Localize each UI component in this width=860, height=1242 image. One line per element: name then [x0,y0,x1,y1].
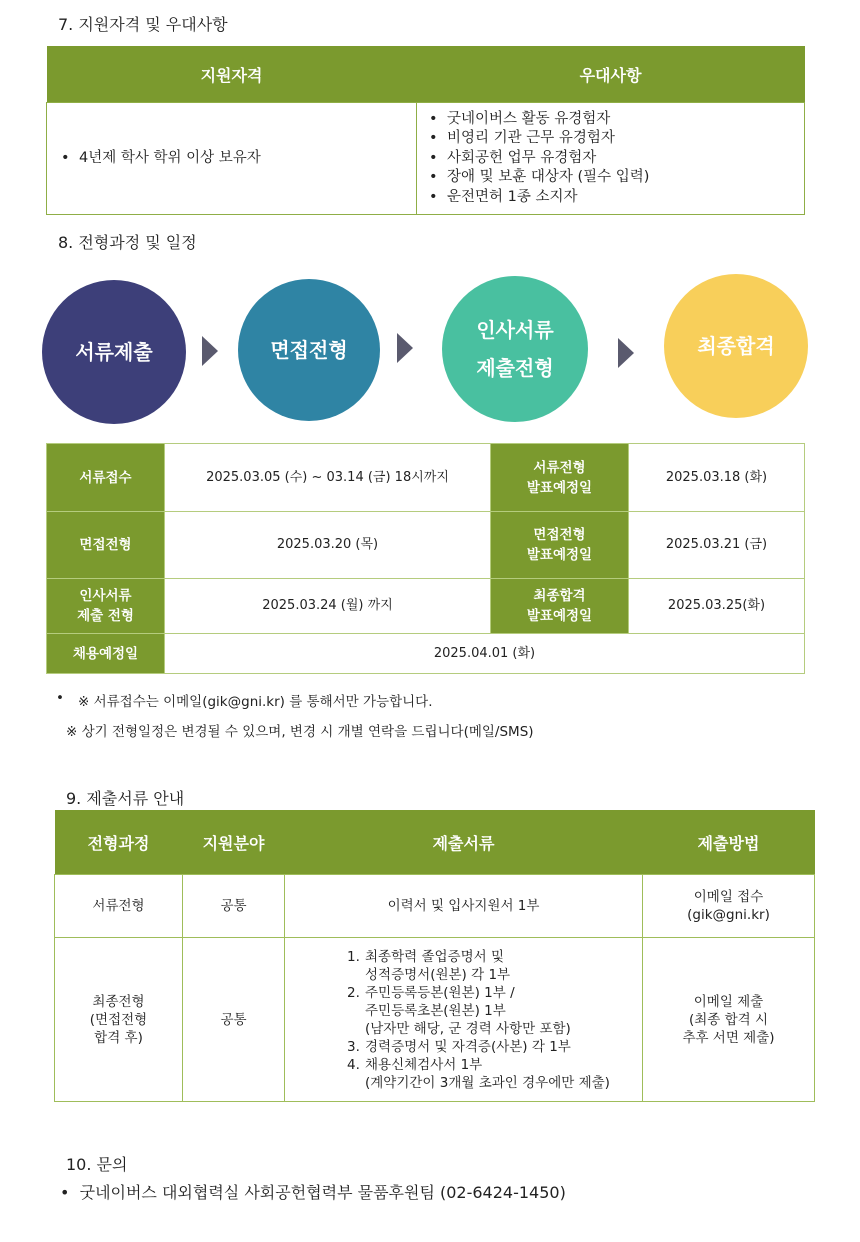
doc-item [347,984,642,1038]
contact-info [60,1180,566,1203]
schedule-label: 서류접수 [47,444,165,512]
schedule-label-line2: 제출 전형 [77,608,134,624]
schedule-label: 면접전형 [47,512,165,579]
section8-title: 8. 전형과정 및 일정 [58,233,197,252]
step-arrow-icon [202,336,218,366]
note-bullet: • [56,690,64,706]
header-field: 지원분야 [183,810,285,875]
header-method: 제출방법 [643,810,815,875]
schedule-label [491,444,629,512]
qualification-cell [47,103,417,215]
stage-line3: 합격 후) [94,1029,143,1046]
schedule-value: 2025.03.21 (금) [629,512,805,579]
header-docs: 제출서류 [285,810,643,875]
row1-docs: 이력서 및 입사지원서 1부 [285,875,643,938]
preference-item: • 사회공헌 업무 유경험자 [423,149,804,169]
schedule-label-line2: 발표예정일 [526,479,593,496]
schedule-label [491,512,629,579]
schedule-label-line1: 서류전형 [533,459,586,476]
method-line2: (최종 합격 시 [688,1011,769,1028]
schedule-label-line2: 발표예정일 [526,608,593,624]
qualification-header: 지원자격 [47,46,417,103]
doc-item [347,948,642,984]
doc-number: 3. [347,1038,360,1055]
header-stage: 전형과정 [55,810,183,875]
schedule-value: 2025.03.24 (월) 까지 [165,579,491,634]
note-email: ※ 서류접수는 이메일(gik@gni.kr) 를 통해서만 가능합니다. [78,694,433,710]
step-arrow-icon [618,338,634,368]
method-line1: 이메일 접수 [693,889,764,905]
schedule-label-line1: 최종합격 [533,588,586,604]
qualification-table [46,46,805,215]
doc-item [347,1038,642,1056]
stage-line2: (면접전형 [89,1011,148,1028]
preference-item: • 비영리 기관 근무 유경험자 [423,129,804,149]
schedule-label-line1: 면접전형 [533,527,586,543]
schedule-value: 2025.03.20 (목) [165,512,491,579]
row1-method [643,875,815,938]
note-schedule-change: ※ 상기 전형일정은 변경될 수 있으며, 변경 시 개별 연락을 드립니다(메일/SMS) [66,724,534,740]
step-document-submission [42,280,186,424]
step-label [476,311,553,387]
row2-docs [285,938,643,1102]
doc-number: 2. [347,984,360,1001]
contact-bullet: • [60,1183,80,1202]
step-label-line1: 인사서류 [476,318,554,342]
contact-text: 굿네이버스 대외협력실 사회공헌협력부 물품후원팀 (02-6424-1450) [79,1183,566,1202]
preference-item: • 운전면허 1종 소지자 [423,188,804,208]
section7-title: 7. 지원자격 및 우대사항 [58,15,228,34]
schedule-label-line2: 발표예정일 [526,547,593,563]
step-hr-documents [442,276,588,422]
step-final-pass [664,274,808,418]
schedule-table [46,443,805,674]
documents-table [54,810,815,1102]
row1-stage: 서류전형 [55,875,183,938]
row2-method [643,938,815,1102]
doc-number: 1. [347,948,360,965]
method-line1: 이메일 제출 [693,993,764,1010]
stage-line1: 최종전형 [92,993,145,1010]
schedule-label [491,579,629,634]
step-label-line2: 제출전형 [476,356,554,380]
schedule-value: 2025.03.18 (화) [629,444,805,512]
preference-header: 우대사항 [417,46,805,103]
schedule-label [47,579,165,634]
row2-field: 공통 [183,938,285,1102]
doc-number: 4. [347,1056,360,1073]
method-line2: (gik@gni.kr) [687,907,770,923]
doc-line: 최종학력 졸업증명서 및 [365,948,504,965]
doc-line: (남자만 해당, 군 경력 사항만 포함) [365,1020,571,1037]
doc-line: 성적증명서(원본) 각 1부 [365,966,511,983]
preference-item: • 굿네이버스 활동 유경험자 [423,110,804,130]
step-interview [238,279,380,421]
step-label: 면접전형 [270,338,348,362]
section10-title: 10. 문의 [66,1155,128,1174]
schedule-value: 2025.03.25(화) [629,579,805,634]
preference-item: • 장애 및 보훈 대상자 (필수 입력) [423,168,804,188]
doc-line: 주민등록등본(원본) 1부 / [365,984,515,1001]
doc-item [347,1056,642,1092]
row2-stage [55,938,183,1102]
step-label: 서류제출 [75,340,153,364]
step-arrow-icon [397,333,413,363]
method-line3: 추후 서면 제출) [682,1029,775,1046]
row1-field: 공통 [183,875,285,938]
doc-line: 경력증명서 및 자격증(사본) 각 1부 [365,1038,571,1055]
preference-cell [417,103,805,215]
schedule-value: 2025.03.05 (수) ~ 03.14 (금) 18시까지 [165,444,491,512]
hire-date-label: 채용예정일 [47,634,165,674]
schedule-label-line1: 인사서류 [79,588,132,604]
doc-line: 주민등록초본(원본) 1부 [365,1002,506,1019]
hire-date-value: 2025.04.01 (화) [165,634,805,674]
step-label: 최종합격 [697,334,775,358]
section9-title: 9. 제출서류 안내 [66,789,185,808]
doc-line: (계약기간이 3개월 초과인 경우에만 제출) [365,1074,610,1091]
qualification-item: • 4년제 학사 학위 이상 보유자 [55,149,416,169]
doc-line: 채용신체검사서 1부 [365,1056,483,1073]
